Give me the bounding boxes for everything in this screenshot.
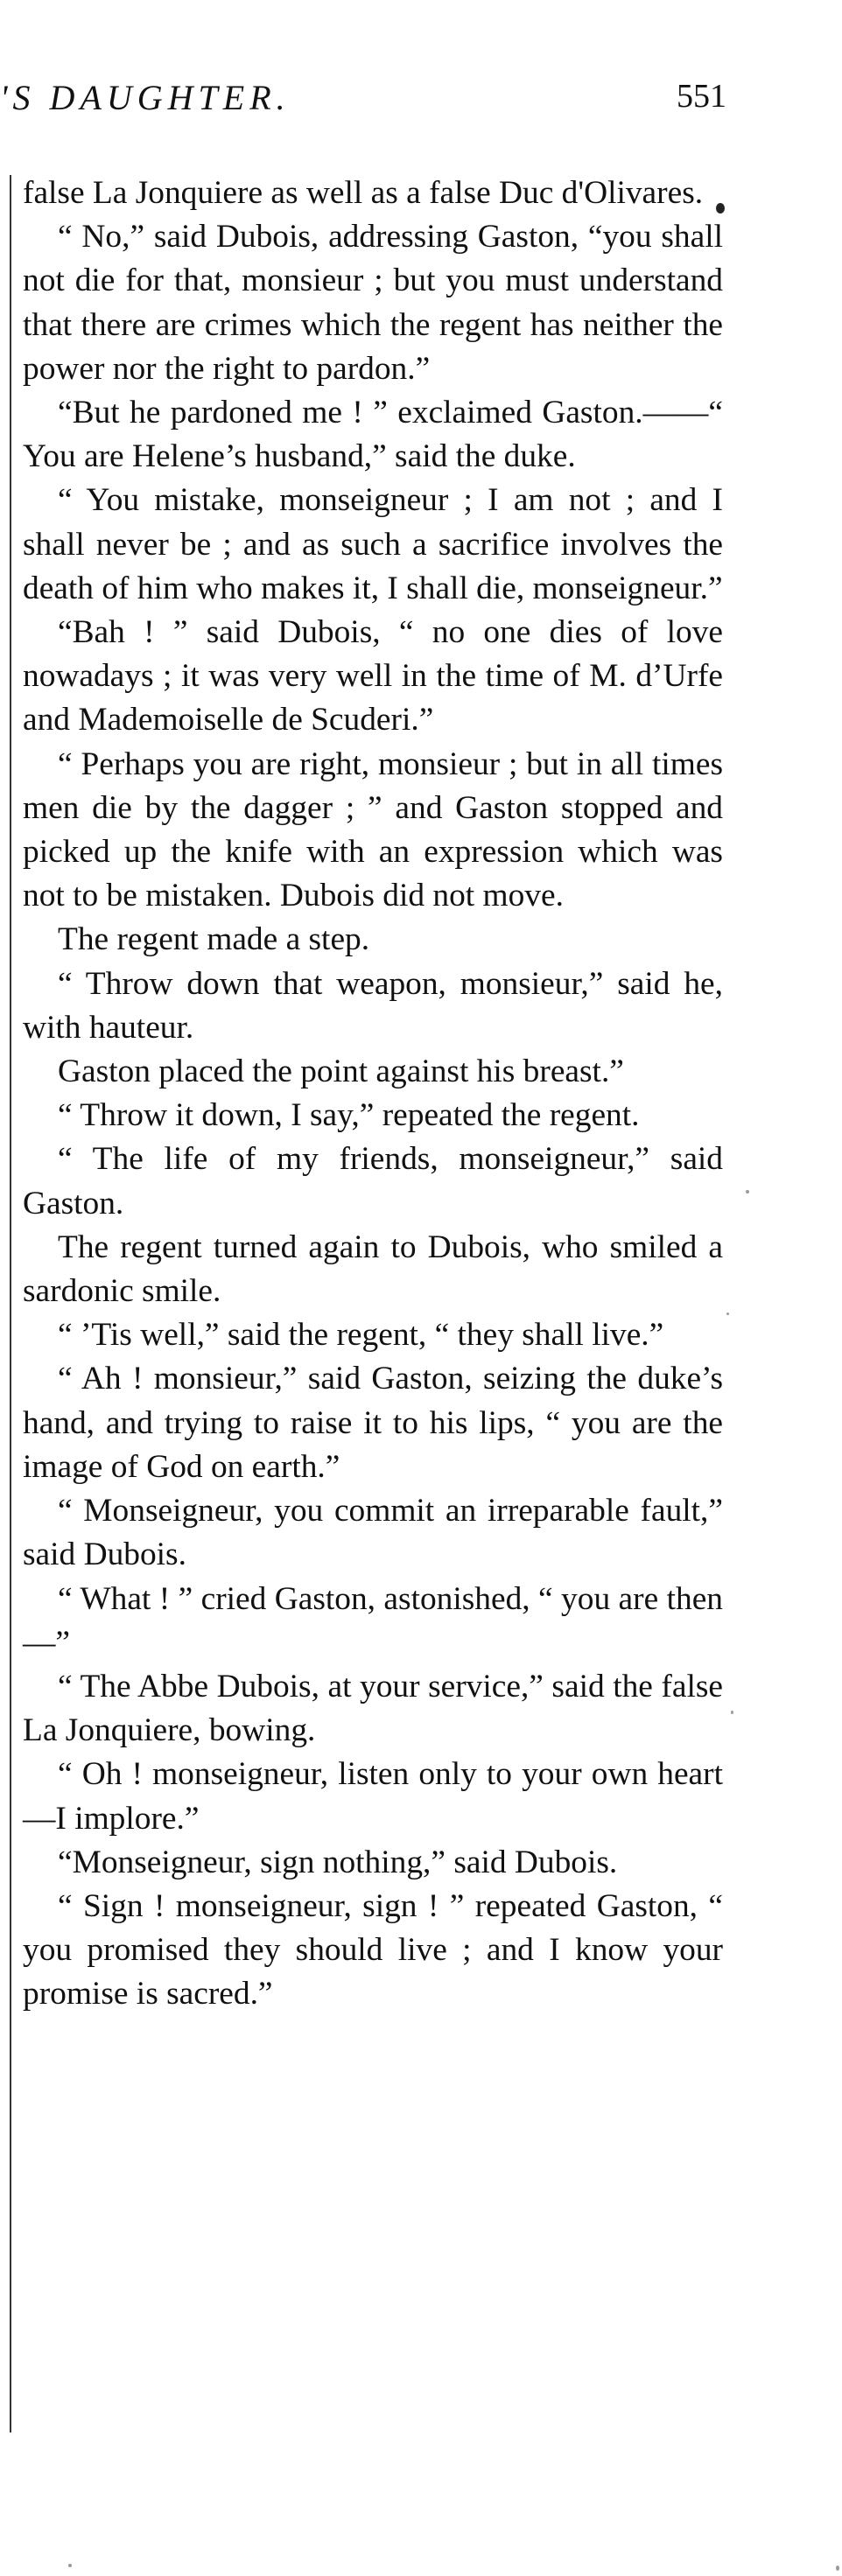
paragraph: “ No,” said Dubois, addressing Gaston, “you shall not die for that, monsieur ; but you must understand that there are crimes which the regent has neither the power nor the right to pardon.” bbox=[23, 219, 723, 387]
paragraph: “Monseigneur, sign nothing,” said Dubois. bbox=[58, 1844, 618, 1880]
ink-speck bbox=[726, 1312, 729, 1315]
paragraph: “ The Abbe Dubois, at your service,” said the false La Jonquiere, bowing. bbox=[23, 1668, 723, 1749]
paragraph: “ Sign ! monseigneur, sign ! ” repeated Gaston, “ you promised they should live ; and I know your promise is sacred.” bbox=[23, 1887, 723, 2012]
paragraph: false La Jonquiere as well as a false Duc d'Olivares. bbox=[23, 175, 704, 211]
paragraph: “ Monseigneur, you commit an irreparable fault,” said Dubois. bbox=[23, 1493, 723, 1573]
text-column bbox=[23, 172, 723, 2017]
ink-speck bbox=[746, 1190, 749, 1194]
paragraph: “ The life of my friends, monseigneur,” said Gaston. bbox=[23, 1141, 723, 1222]
page-header bbox=[0, 77, 744, 130]
paragraph: “But he pardoned me ! ” exclaimed Gaston.——“ You are Helene’s husband,” said the duke. bbox=[23, 395, 723, 475]
ink-speck bbox=[731, 1711, 733, 1714]
ink-speck bbox=[716, 203, 725, 214]
ink-speck bbox=[68, 2564, 72, 2567]
paragraph: “ You mistake, monseigneur ; I am not ; and I shall never be ; and as such a sacrifice involves the death of him who makes it, I shall die, monseigneur.” bbox=[23, 482, 723, 606]
paragraph: “Bah ! ” said Dubois, “ no one dies of love nowadays ; it was very well in the time of M. d’Urfe and Mademoiselle de Scuderi.” bbox=[23, 614, 723, 738]
paragraph: “ Throw down that weapon, monsieur,” said he, with hauteur. bbox=[23, 965, 723, 1046]
running-title: 'S DAUGHTER. bbox=[0, 78, 291, 117]
paragraph: Gaston placed the point against his breast.” bbox=[58, 1054, 624, 1090]
paragraph: “ Oh ! monseigneur, listen only to your own heart—I implore.” bbox=[23, 1756, 723, 1837]
page-number: 551 bbox=[677, 78, 726, 115]
paragraph: “ Perhaps you are right, monsieur ; but in all times men die by the dagger ; ” and Gaston stopped and picked up the knife with an expression which was not to be mistaken. Dubois did not move. bbox=[23, 746, 723, 914]
ink-speck bbox=[836, 2566, 839, 2571]
paragraph: “ Throw it down, I say,” repeated the regent. bbox=[58, 1097, 640, 1134]
paragraph: “ What ! ” cried Gaston, astonished, “ you are then—” bbox=[23, 1580, 723, 1661]
paragraph: The regent made a step. bbox=[58, 921, 370, 958]
paragraph: “ Ah ! monsieur,” said Gaston, seizing the duke’s hand, and trying to raise it to his lips, “ you are the image of God on earth.” bbox=[23, 1361, 723, 1485]
paragraph: “ ’Tis well,” said the regent, “ they shall live.” bbox=[58, 1317, 664, 1354]
column-rule bbox=[10, 175, 11, 2432]
paragraph: The regent turned again to Dubois, who smiled a sardonic smile. bbox=[23, 1228, 723, 1310]
